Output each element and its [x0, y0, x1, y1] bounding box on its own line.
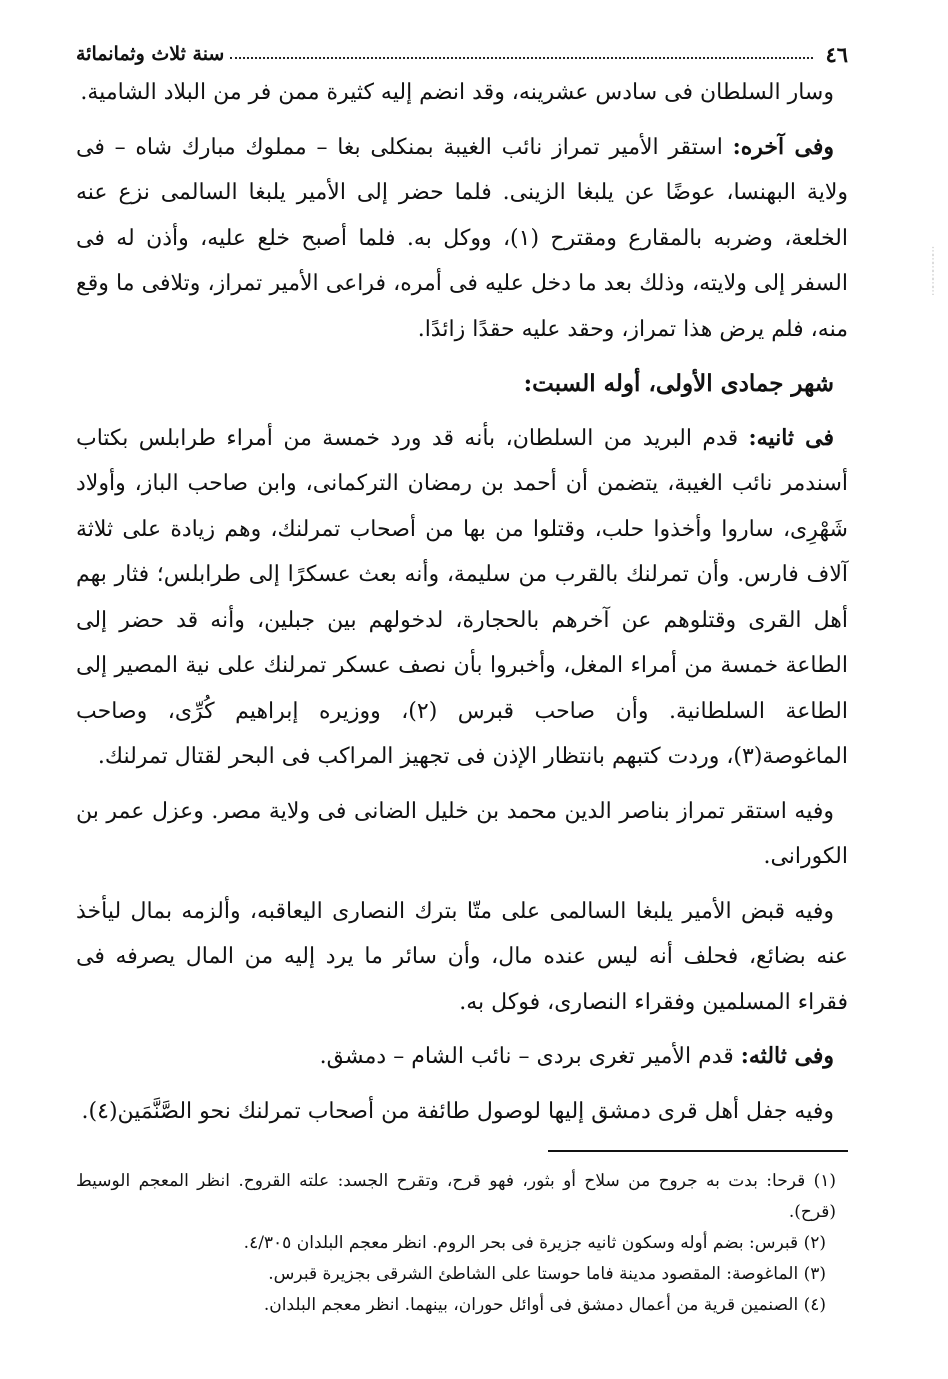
- paragraph: [76, 125, 848, 353]
- running-title: سنة ثلاث وثمانمائة: [76, 43, 225, 65]
- paragraph: [76, 789, 848, 880]
- paragraph-text: وفيه قبض الأمير يلبغا السالمى على متّا بترك النصارى اليعاقبه، وألزمه بمال ليأخذ عنه بضائع، فحلف أنه ليس عنده مال، وأن سائر ما يرد إليه من المال يصرفه فى فقراء المسلمين وفقراء النصارى، فوكل به.: [76, 898, 848, 1015]
- paragraph: [76, 416, 848, 780]
- page-body: [76, 70, 848, 1134]
- book-page: [76, 38, 848, 1358]
- paragraph-text: قدم البريد من السلطان، بأنه قد ورد خمسة من أمراء طرابلس بكتاب أسندمر نائب الغيبة، يتضمن أن أحمد بن رمضان التركمانى، وابن صاحب الباز، وأولاد شَهْرِى، ساروا وأخذوا حلب، وقتلوا من بها من أصحاب تمرلنك، وهم زيادة على ثلاثة آلاف فارس. وأن تمرلنك بالقرب من سليمة، وأنه بعث عسكرًا إلى طرابلس؛ فثار بهم أهل القرى وقتلوهم عن آخرهم بالحجارة، لدخولهم بين جبلين، وأنه قد حضر إلى الطاعة خمسة من أمراء المغل، وأخبروا بأن نصف عسكر تمرلنك على نية المصير إلى الطاعة السلطانية. وأن صاحب قبرس (٢)، ووزيره إبراهيم كُرِّى، وصاحب الماغوصة(٣)، وردت كتبهم بانتظار الإذن فى تجهيز المراكب فى البحر لقتال تمرلنك.: [76, 425, 848, 769]
- page-header: [76, 38, 848, 70]
- month-heading: شهر جمادى الأولى، أوله السبت:: [523, 370, 834, 397]
- footnote: (٤) الصنمين قرية من أعمال دمشق فى أوائل حوران، بينهما. انظر معجم البلدان.: [263, 1295, 826, 1315]
- footnotes: [76, 1166, 848, 1321]
- footnote-separator: [548, 1150, 848, 1152]
- footnote: (٣) الماغوصة: المقصود مدينة فاما حوستا على الشاطئ الشرقى بجزيرة قبرس.: [268, 1264, 826, 1284]
- paragraph-lead: وفى ثالثه:: [740, 1043, 834, 1069]
- paragraph-text: وفيه استقر تمراز بناصر الدين محمد بن خليل الضانى فى ولاية مصر. وعزل عمر بن الكورانى.: [76, 798, 848, 869]
- paragraph-lead: فى ثانيه:: [748, 424, 834, 451]
- scan-gutter-mark: ⋮ ⋮ ⋮ ⋮ ⋮ ⋮: [928, 246, 938, 297]
- footnote: (١) قرحا: بدت به جروح من سلاح أو بثور، فهو قرح، وتقرح الجسد: علته القروح. انظر المعجم الوسيط (قرح).: [76, 1171, 836, 1222]
- paragraph-text: قدم الأمير تغرى بردى – نائب الشام – دمشق.: [319, 1044, 741, 1069]
- paragraph-text: استقر الأمير تمراز نائب الغيبة بمنكلى بغا – مملوك مبارك شاه – فى ولاية البهنسا، عوضًا عن يلبغا الزينى. فلما حضر إلى الأمير يلبغا السالمى نزع عنه الخلعة، وضربه بالمقارع ومقترح (١)، ووكل به. فلما أصبح خلع عليه، وأذن له فى السفر إلى ولايته، وذلك بعد ما دخل عليه فى أمره، فراعى الأمير تمراز، وتلافى ما وقع منه، فلم يرض هذا تمراز، وحقد عليه حقدًا زائدًا.: [76, 134, 848, 342]
- paragraph: [76, 70, 848, 116]
- paragraph-lead: وفى آخره:: [732, 133, 834, 160]
- page-number: ٤٦: [825, 41, 848, 67]
- paragraph-text: وفيه جفل أهل قرى دمشق إليها لوصول طائفة من أصحاب تمرلنك نحو الصَّنَّمَين(٤).: [81, 1098, 834, 1124]
- paragraph: [76, 889, 848, 1026]
- paragraph: [76, 1089, 848, 1135]
- footnote: (٢) قبرس: بضم أوله وسكون ثانيه جزيرة فى بحر الروم. انظر معجم البلدان ٤/٣٠٥.: [243, 1233, 826, 1253]
- paragraph-text: وسار السلطان فى سادس عشرينه، وقد انضم إليه كثيرة ممن فر من البلاد الشامية.: [80, 80, 834, 105]
- header-leader-dots: [230, 57, 813, 59]
- paragraph: [76, 1034, 848, 1080]
